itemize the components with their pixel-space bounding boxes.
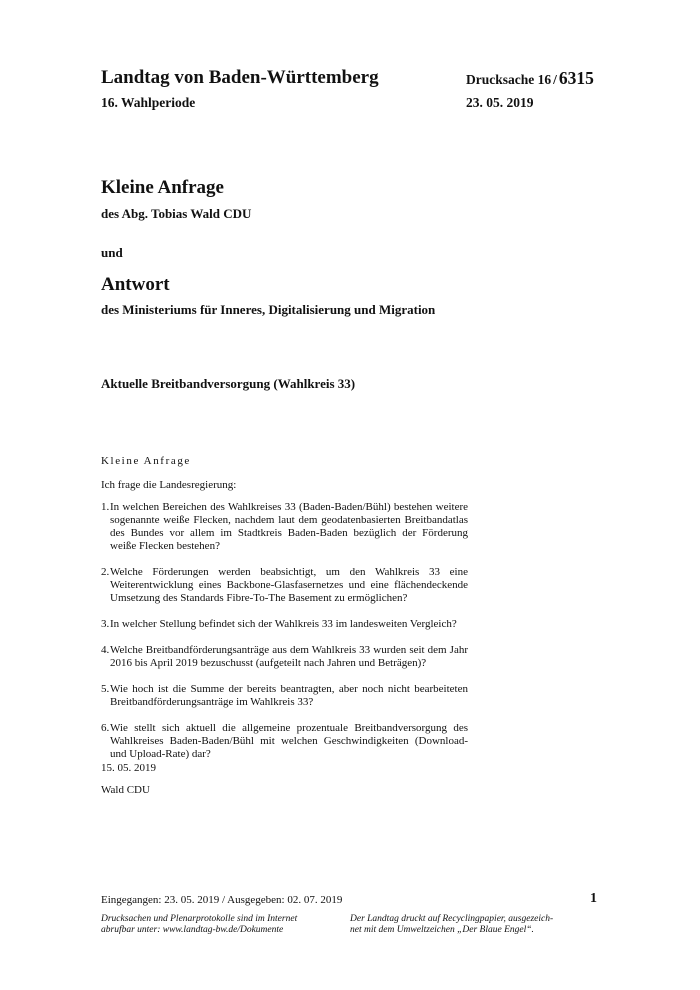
answer-title: Antwort xyxy=(101,274,170,295)
parliament-name: Landtag von Baden-Württemberg xyxy=(101,67,379,88)
question-number: 6. xyxy=(101,722,110,734)
question-text: Welche Förderungen werden beabsichtigt, um den Wahlkreis 33 eine Weiterentwicklung eines Backbone-Glasfasernetzes und eine flächendeckende Umsetzung des Standards Fibre-To-The Basement zu ermöglichen? xyxy=(110,566,468,604)
question-text: Wie hoch ist die Summe der bereits beantragten, aber noch nicht bearbeiteten Breitbandförderungsanträge im Wahlkreis 33? xyxy=(110,683,468,708)
drucksache-label: Drucksache 16 xyxy=(466,72,552,87)
question-item xyxy=(101,644,468,670)
question-item xyxy=(101,683,468,709)
question-item xyxy=(101,566,468,605)
section-label: Kleine Anfrage xyxy=(101,455,191,467)
footer-note-line: abrufbar unter: www.landtag-bw.de/Dokumente xyxy=(101,925,284,935)
drucksache-reference xyxy=(466,68,594,89)
signature-name: Wald CDU xyxy=(101,784,150,796)
question-item xyxy=(101,722,468,761)
received-issued-dates: Eingegangen: 23. 05. 2019 / Ausgegeben: 02. 07. 2019 xyxy=(101,894,343,906)
inquiry-author: des Abg. Tobias Wald CDU xyxy=(101,206,252,221)
question-text: In welcher Stellung befindet sich der Wahlkreis 33 im landesweiten Vergleich? xyxy=(110,618,457,630)
question-text: Welche Breitbandförderungsanträge aus dem Wahlkreis 33 wurden seit dem Jahr 2016 bis April 2019 bezuschusst (aufgeteilt nach Jahren und Beträgen)? xyxy=(110,644,468,669)
drucksache-number: 6315 xyxy=(558,68,594,88)
question-number: 5. xyxy=(101,683,110,695)
legislative-period: 16. Wahlperiode xyxy=(101,95,196,110)
inquiry-connector: und xyxy=(101,245,123,260)
question-number: 3. xyxy=(101,618,110,630)
signature-date: 15. 05. 2019 xyxy=(101,762,156,774)
question-item xyxy=(101,501,468,553)
question-item xyxy=(101,618,468,631)
footer-note-line: net mit dem Umweltzeichen „Der Blaue Engel“. xyxy=(350,925,534,935)
question-text: In welchen Bereichen des Wahlkreises 33 (Baden-Baden/Bühl) bestehen weitere sogenannte weiße Flecken, nachdem laut dem geodatenbasierten Breitbandatlas des Bundes vor allem im Stadtkreis Baden-Baden bezüglich der Förderung weiße Flecken bestehen? xyxy=(110,501,468,552)
question-number: 4. xyxy=(101,644,110,656)
inquiry-title: Kleine Anfrage xyxy=(101,177,224,198)
question-list xyxy=(101,501,468,761)
footer-note-recycling xyxy=(350,914,553,936)
footer-note-line: Der Landtag druckt auf Recyclingpapier, ausgezeich- xyxy=(350,914,554,924)
intro-text: Ich frage die Landesregierung: xyxy=(101,479,237,491)
question-number: 2. xyxy=(101,566,110,578)
footer-note-internet xyxy=(101,914,297,936)
question-text: Wie stellt sich aktuell die allgemeine prozentuale Breitbandversorgung des Wahlkreises Baden-Baden/Bühl mit welchen Geschwindigkeiten (Download- und Upload-Rate) dar? xyxy=(110,722,468,760)
question-number: 1. xyxy=(101,501,110,513)
drucksache-slash: / xyxy=(553,72,557,87)
subject-title: Aktuelle Breitbandversorgung (Wahlkreis 33) xyxy=(101,376,356,391)
page-number: 1 xyxy=(590,891,597,906)
answer-ministry: des Ministeriums für Inneres, Digitalisierung und Migration xyxy=(101,302,436,317)
footer-note-line: Drucksachen und Plenarprotokolle sind im Internet xyxy=(101,914,298,924)
document-date: 23. 05. 2019 xyxy=(466,95,534,110)
